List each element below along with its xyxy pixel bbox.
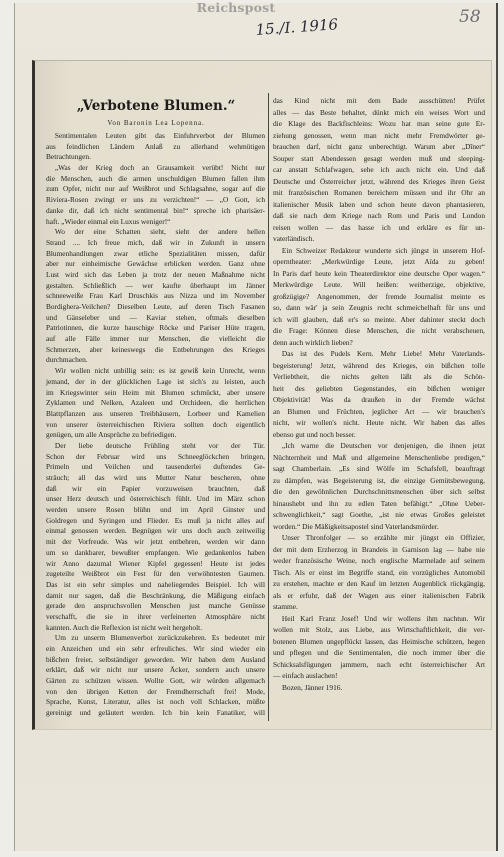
text-line-content: alles — das Beste behaltet, dünkt mich ein weises Wort und bbox=[273, 107, 485, 117]
text-line-content: Um zu unserm Blumenverbot zurückzukehren. Es bedeutet mir bbox=[54, 633, 266, 643]
text-line-content: Verliebtheit, die nichts gelten läßt als die Schön- bbox=[273, 372, 485, 381]
text-line bbox=[273, 521, 485, 533]
text-line bbox=[273, 440, 485, 452]
text-line-content: Patriotinnen, die kurze bauschige Röcke und Pariser Hüte tragen, bbox=[46, 323, 265, 333]
text-line-content: Wir wollen nicht unbillig sein: es ist gewiß kein Unrecht, wenn bbox=[54, 366, 266, 376]
text-line bbox=[46, 623, 265, 634]
text-line bbox=[46, 388, 265, 399]
text-line bbox=[46, 142, 265, 153]
paragraph bbox=[46, 131, 265, 163]
text-line-content: vaterländisch. bbox=[273, 234, 315, 243]
text-line bbox=[46, 633, 265, 644]
text-line-content: Unser Thronfolger — so erzählte mir jüngst ein Offizier, bbox=[281, 533, 485, 542]
text-line bbox=[273, 130, 485, 142]
text-line bbox=[46, 452, 265, 463]
text-line-content: worden.“ Die Mäßigkeitsapostel sind Vaterlandsmörder. bbox=[273, 521, 439, 531]
text-line bbox=[46, 494, 265, 505]
text-line bbox=[46, 559, 265, 570]
text-line bbox=[46, 441, 265, 452]
text-line bbox=[46, 334, 265, 345]
text-line bbox=[273, 107, 485, 119]
text-line-content: Blattpflanzen aus unseren Treibhäusern, Lorbeer und Kamelien bbox=[46, 408, 265, 418]
paragraph bbox=[46, 441, 265, 633]
text-line bbox=[46, 612, 265, 623]
text-line-content: und pflegen und die Sentimentalen, die noch immer über die bbox=[273, 648, 485, 657]
text-line bbox=[273, 475, 485, 487]
text-line-content: danke dir, daß ich nicht sentimental bin!“ spreche ich pharisäer- bbox=[46, 205, 265, 215]
text-line-content: von unserer österreichischen Riviera sollten doch eigentlich bbox=[46, 419, 265, 429]
text-line bbox=[273, 647, 485, 659]
text-line-content: die den gewöhnlichen Durchschnittsmenschen über sich selbst bbox=[273, 487, 485, 496]
column-left bbox=[46, 131, 265, 719]
text-line-content: Schicksalsfügungen jammern, nach echt österreichischer Art bbox=[273, 659, 485, 669]
text-line-content: die Menschen, auch die armen unschuldigen Blumen fallen ihm bbox=[46, 173, 265, 183]
text-line bbox=[273, 383, 485, 395]
text-line bbox=[273, 164, 485, 176]
text-line bbox=[273, 624, 485, 636]
text-line bbox=[273, 222, 485, 234]
text-line bbox=[46, 291, 265, 302]
text-line-content: das Kind nicht mit dem Bade ausschütten! Prüfet bbox=[273, 96, 485, 105]
text-line-content: Betrachtungen. bbox=[46, 152, 91, 162]
text-line-content: heit des geliebten Gegenstandes, ein bißchen weniger bbox=[273, 383, 485, 393]
text-line bbox=[46, 323, 265, 334]
text-line bbox=[46, 420, 265, 431]
text-line-content: Bordighera-Veilchen? Dieselben Leute, auf deren Tisch Fasanen bbox=[46, 302, 265, 311]
text-line-content: weder französische Weine, noch englische Marmelade auf seinem bbox=[273, 556, 485, 565]
text-line bbox=[273, 532, 485, 544]
text-line bbox=[273, 95, 485, 107]
text-line bbox=[46, 591, 265, 602]
text-line-content: Goldregen und Syringen und Flieder. Es muß ja nicht alles auf bbox=[46, 515, 265, 525]
text-line-content: — einfach auslachen! bbox=[273, 671, 338, 680]
paragraph bbox=[273, 440, 485, 532]
text-line bbox=[46, 206, 265, 217]
text-line-content: Riviera-Rosen zwingt er uns zu verzichten!“ — „O Gott, ich bbox=[46, 195, 265, 205]
text-line-content: Sprache, Kunst, Literatur, alles ist noch voll Schlacken, müßte bbox=[46, 697, 265, 707]
text-line-content: die Frage: Können diese Menschen, die nicht verabscheuen, bbox=[273, 326, 485, 335]
text-line-content: gerade den anspruchsvollen Menschen just manche Genüsse bbox=[46, 601, 265, 611]
text-line bbox=[46, 238, 265, 249]
text-line bbox=[46, 302, 265, 313]
text-line bbox=[273, 245, 485, 257]
text-line-content: Souper statt Abendessen gesagt werden muß und sleeping- bbox=[273, 153, 485, 163]
text-line bbox=[46, 377, 265, 388]
text-line bbox=[46, 184, 265, 195]
text-line bbox=[46, 366, 265, 377]
text-line bbox=[273, 210, 485, 222]
text-line bbox=[46, 548, 265, 559]
column-right bbox=[273, 95, 485, 693]
text-line-content: begeisterung! Jetzt, während des Krieges, ein bißchen tolle bbox=[273, 360, 485, 370]
text-line-content: Heil Karl Franz Josef! Und wir wollens ihm nachtun. Wir bbox=[281, 613, 485, 623]
text-line-content: Blumenhandlungen zwar etliche Spezialitäten missen, dafür bbox=[46, 248, 265, 258]
text-line bbox=[46, 505, 265, 516]
text-line bbox=[46, 430, 265, 441]
text-line-content: Tisch. Als er einst im Begriffe stand, ein vorzügliches Automobil bbox=[273, 567, 485, 577]
text-line-content: die Klage des Backfischleins: Wozu hat man seine gute Er- bbox=[273, 119, 485, 128]
text-line bbox=[46, 174, 265, 185]
paragraph bbox=[273, 613, 485, 682]
text-line-content: damit nur sagen, daß die Beschränkung, die Mäßigung einfach bbox=[46, 590, 265, 600]
text-line bbox=[273, 555, 485, 567]
text-line bbox=[46, 569, 265, 580]
text-line bbox=[273, 486, 485, 498]
text-line-content: daß sie nach dem Kriege nach Rom und Paris und London bbox=[273, 211, 485, 220]
text-line bbox=[273, 199, 485, 211]
text-line-content: an Blumen und Früchten, jeglicher Art — wir brauchen's bbox=[273, 406, 485, 416]
text-line-content: ich will glauben, daß er's so meinte. Aber dahinter steckt doch bbox=[273, 314, 485, 324]
text-line-content: Merkwürdige Leute. Will heißen: weitherzige, objektive, bbox=[273, 280, 485, 289]
text-line bbox=[273, 406, 485, 418]
text-line-content: Nüchternheit und Maß und allgemeine Menschenliebe predigen,“ bbox=[273, 452, 485, 462]
paragraph bbox=[46, 163, 265, 227]
text-line-content: von den übrigen Ketten der Fremdherrschaft frei! Mode, bbox=[46, 686, 265, 696]
text-line bbox=[46, 131, 265, 142]
text-line-content: aus feindlichen Ländern Anlaß zu allerhand wehmütigen bbox=[46, 141, 265, 151]
masthead-stamp: Reichspost bbox=[196, 0, 276, 15]
text-line-content: Schmerzen, aber keineswegs die Entbehrungen des Krieges bbox=[46, 344, 265, 354]
paragraph bbox=[273, 245, 485, 349]
text-line bbox=[273, 429, 485, 441]
text-line bbox=[273, 337, 485, 349]
paragraph bbox=[273, 532, 485, 613]
text-line-content: aber nur einheimische Gewächse erblicken werden. Ganz ohne bbox=[46, 259, 265, 269]
text-line bbox=[273, 578, 485, 590]
text-line-content: Wo der eine Schatten sieht, sieht der andere hellen bbox=[54, 227, 266, 237]
text-line bbox=[273, 256, 485, 268]
paragraph bbox=[273, 348, 485, 440]
text-line-content: wollen mit Stolz, aus Liebe, aus Wirtschaftlichkeit, die ver- bbox=[273, 625, 485, 634]
text-line-content: brauchen darf, nicht ganz unberechtigt. Warum aber „Dîner“ bbox=[273, 142, 485, 151]
text-line-content: Das ist ein sehr simples und naheliegendes Beispiel. Ich will bbox=[46, 579, 265, 589]
text-line-content: und Gänseleber und — Kaviar stehen, oftmals dieselben bbox=[46, 312, 265, 322]
text-line bbox=[46, 655, 265, 666]
text-line-content: sagt Chamberlain. „Es sind Wölfe im Schafsfell, beauftragt bbox=[273, 464, 485, 473]
text-line-content: durchmachen. bbox=[46, 355, 88, 365]
text-line-content: ein Anzeichen und ein sehr erfreuliches. Wir sind wieder ein bbox=[46, 644, 265, 653]
text-line bbox=[273, 613, 485, 625]
text-line-content: gestalten. Schließlich — wer kaufte überhaupt im Jänner bbox=[46, 280, 265, 290]
text-line bbox=[273, 394, 485, 406]
text-line-content: Deutsche und Österreicher jetzt, während des Krieges ihren Geist bbox=[273, 176, 485, 186]
text-line-content: ziehung genossen, wenn man nicht mehr Fremdwörter ge- bbox=[273, 130, 485, 140]
text-line-content: daß wir ein Papier vorzuweisen brauchten, daß bbox=[46, 483, 265, 493]
text-line bbox=[46, 409, 265, 420]
text-line-content: mit der Vorfreude. Was wir jetzt entbehren, werden wir dann bbox=[46, 537, 265, 547]
text-line bbox=[46, 398, 265, 409]
text-line-content: großzügige? Angenommen, der fremde Journalist meinte es bbox=[273, 291, 485, 301]
text-line-content: Bozen, Jänner 1916. bbox=[282, 682, 343, 692]
text-line bbox=[46, 345, 265, 356]
text-line bbox=[273, 187, 485, 199]
text-line bbox=[273, 463, 485, 475]
text-line bbox=[46, 537, 265, 548]
text-line bbox=[46, 708, 265, 719]
text-line bbox=[273, 371, 485, 383]
text-line-content: schwenglichkeit,“ sagt Goethe, „ist nie etwas Großes geleistet bbox=[273, 510, 485, 519]
text-line bbox=[273, 291, 485, 303]
text-line-content: ebenso gut und noch besser. bbox=[273, 429, 356, 439]
text-line bbox=[46, 163, 265, 174]
text-line bbox=[46, 227, 265, 238]
text-line bbox=[273, 682, 485, 694]
text-line-content: Der liebe deutsche Frühling steht vor der Tür. bbox=[54, 440, 266, 450]
paragraph bbox=[46, 227, 265, 366]
text-line-content: „Was der Krieg doch an Grausamkeit verübt! Nicht nur bbox=[54, 163, 266, 173]
text-line-content: jemand, der in der glücklichen Lage ist sich's zu leisten, auch bbox=[46, 376, 265, 386]
text-line bbox=[273, 659, 485, 671]
text-line bbox=[273, 314, 485, 326]
text-line bbox=[273, 417, 485, 429]
text-line-content: genügen, um alle Ansprüche zu befriedigen. bbox=[46, 430, 177, 440]
text-line bbox=[46, 313, 265, 324]
text-line-content: sträuch; all das wird uns Mutter Natur bescheren, ohne bbox=[46, 473, 265, 482]
text-line-content: zu erstehen, machte er den Kauf im letzten Augenblick rückgängig, bbox=[273, 579, 485, 588]
text-line bbox=[46, 601, 265, 612]
text-line bbox=[273, 118, 485, 130]
text-line bbox=[46, 665, 265, 676]
text-line-content: der mit dem Erzherzog in Brandeis in Garnison lag — habe nie bbox=[273, 544, 485, 554]
paragraph bbox=[273, 682, 485, 694]
text-line-content: „Ich warne die Deutschen vor denjenigen, die ihnen jetzt bbox=[281, 441, 485, 450]
text-line bbox=[273, 590, 485, 602]
handwritten-date: 15./I. 1916 bbox=[255, 15, 339, 39]
text-line-content: Zyklamen und Nelken, Azaleen und Orchideen, die herrlichen bbox=[46, 398, 265, 408]
text-line bbox=[273, 544, 485, 556]
text-line-content: Objektivität! Was da draußen in der Fremde wächst bbox=[273, 395, 485, 404]
text-line-content: einmal genossen werden. Begnügen wir uns doch auch zeitweilig bbox=[46, 526, 265, 536]
text-line bbox=[273, 670, 485, 682]
text-line-content: werden unsere Rosen blühn und im April Ginster und bbox=[46, 505, 265, 515]
text-line bbox=[46, 687, 265, 698]
handwritten-page-number: 58 bbox=[459, 7, 481, 27]
text-line-content: italienischer Musik laben und schon heute davon phantasieren, bbox=[273, 199, 485, 209]
text-line bbox=[273, 233, 485, 245]
text-line-content: Gärten zu schützen wissen. Wollte Gott, wir würden allgemach bbox=[46, 676, 265, 686]
text-line-content: stamme. bbox=[273, 602, 298, 611]
text-line bbox=[46, 526, 265, 537]
text-line-content: Strand .... Ich freue mich, daß wir in Zukunft in unsern bbox=[46, 237, 265, 247]
text-line bbox=[273, 176, 485, 188]
text-line-content: erklärt, daß wir nicht nur unsere Äcker, sondern auch unsere bbox=[46, 665, 265, 675]
text-line bbox=[273, 498, 485, 510]
text-line bbox=[46, 516, 265, 527]
text-line bbox=[46, 195, 265, 206]
text-line bbox=[46, 281, 265, 292]
text-line-content: verschafft, die sie in ihrer verfeinerten Atmosphäre nicht bbox=[46, 611, 265, 621]
text-line bbox=[46, 676, 265, 687]
text-line-content: In Paris darf heute kein Theaterdirektor eine deutsche Oper wagen.“ bbox=[273, 268, 485, 278]
text-line-content: Ein Schweizer Redakteur wunderte sich jüngst in unserem Hof- bbox=[281, 245, 485, 255]
text-line bbox=[46, 697, 265, 708]
text-line bbox=[273, 636, 485, 648]
paragraph bbox=[46, 633, 265, 719]
text-line-content: so, dann wär' ja sein Zeugnis recht schmeichelhaft für uns und bbox=[273, 303, 485, 312]
text-line bbox=[273, 509, 485, 521]
text-line-content: Schon der Februar wird uns Schneeglöckchen bringen, bbox=[46, 451, 265, 461]
text-line bbox=[46, 473, 265, 484]
text-line bbox=[273, 302, 485, 314]
text-line-content: zugeteilte Weißbrot ein Fest für den verwöhntesten Gaumen. bbox=[46, 569, 265, 579]
text-line bbox=[46, 484, 265, 495]
text-line-content: unser Herz deutsch und österreichisch fühlt. Und im März schon bbox=[46, 494, 265, 504]
text-line bbox=[46, 259, 265, 270]
text-line-content: gereinigt und geläutert werden. Ich bin kein Fanatiker, will bbox=[46, 708, 265, 718]
text-line bbox=[273, 348, 485, 360]
text-line bbox=[273, 141, 485, 153]
text-line bbox=[273, 567, 485, 579]
text-line-content: reisen wollen — das hasse ich und erkläre es für un- bbox=[273, 222, 485, 232]
text-line-content: hinaushebt und ihn zu edlen Taten befähigt.“ „Ohne Ueber- bbox=[273, 498, 485, 508]
text-line bbox=[273, 279, 485, 291]
text-line-content: wir Anno dazumal Wiener Kipfel gegessen! Heute ist jedes bbox=[46, 558, 265, 568]
article-title: „Verbotene Blumen.“ bbox=[76, 98, 236, 114]
text-line-content: haft. „Wieder einmal ein Luxus weniger!“ bbox=[46, 216, 171, 226]
text-line-content: Primeln und Veilchen und tausenderlei duftendes Ge- bbox=[46, 462, 265, 472]
text-line bbox=[46, 462, 265, 473]
text-line-content: Sentimentalen Leuten gibt das Einfuhrverbot der Blumen bbox=[54, 131, 266, 140]
text-line bbox=[46, 249, 265, 260]
paragraph bbox=[46, 366, 265, 441]
text-line bbox=[273, 268, 485, 280]
text-line-content: car anstatt Schlafwagen, sehe ich auch nicht ein. Und daß bbox=[273, 165, 485, 174]
text-line bbox=[273, 452, 485, 464]
text-line bbox=[46, 580, 265, 591]
text-line bbox=[46, 355, 265, 366]
text-line-content: nicht, wir wollen's nicht. Heute nicht. Wir haben das alles bbox=[273, 418, 485, 427]
text-line bbox=[273, 325, 485, 337]
text-line bbox=[46, 152, 265, 163]
text-line bbox=[273, 601, 485, 613]
text-line bbox=[46, 217, 265, 228]
text-line-content: zum Opfer, nicht nur auf Weißbrot und Schlagsahne, sogar auf die bbox=[46, 184, 265, 194]
text-line bbox=[273, 153, 485, 165]
text-line-content: um so dankbarer, bewußter empfangen. Wie gedankenlos haben bbox=[46, 547, 265, 557]
text-line-content: zu dämpfen, was Begeisterung ist, die einzige Gemütsbewegung, bbox=[273, 475, 485, 485]
text-line-content: als er erfuhr, daß der Wagen aus einer italienischen Fabrik bbox=[273, 590, 485, 600]
text-line-content: schneeweiße Frau Karl Druschkis aus Nizza und im November bbox=[46, 291, 265, 301]
text-line-content: auf alle Fälle immer nur Menschen, die vielleicht die bbox=[46, 334, 265, 344]
text-line-content: botenen Blumen ungepflückt lassen, das Heimische schützen, hegen bbox=[273, 636, 485, 646]
text-line bbox=[273, 360, 485, 372]
text-line-content: Das ist des Pudels Kern. Mehr Liebe! Mehr Vaterlands- bbox=[281, 349, 485, 358]
text-line-content: bißchen freier, selbständiger geworden. Wir haben dem Ausland bbox=[46, 654, 265, 664]
text-line bbox=[46, 644, 265, 655]
text-line-content: denn auch wirklich lieben? bbox=[273, 337, 353, 347]
text-line-content: im Kriegswinter sein Heim mit Blumen schmückt, aber unsere bbox=[46, 387, 265, 397]
text-line-content: mit französischen Romanen bereichern müssen und ihr Ohr an bbox=[273, 188, 485, 197]
text-line-content: Lust wird sich das Leben ja trotz der neuen Maßnahme nicht bbox=[46, 269, 265, 279]
paragraph bbox=[273, 95, 485, 245]
column-divider bbox=[268, 93, 269, 721]
text-line bbox=[46, 270, 265, 281]
text-line-content: operntheater: „Merkwürdige Leute, jetzt Aïda zu geben! bbox=[273, 257, 485, 266]
article-byline: Von Baronin Lea Lopenna. bbox=[107, 119, 205, 127]
text-line-content: kannten. Auch die Reflexion ist nicht weit hergeholt. bbox=[46, 622, 203, 632]
